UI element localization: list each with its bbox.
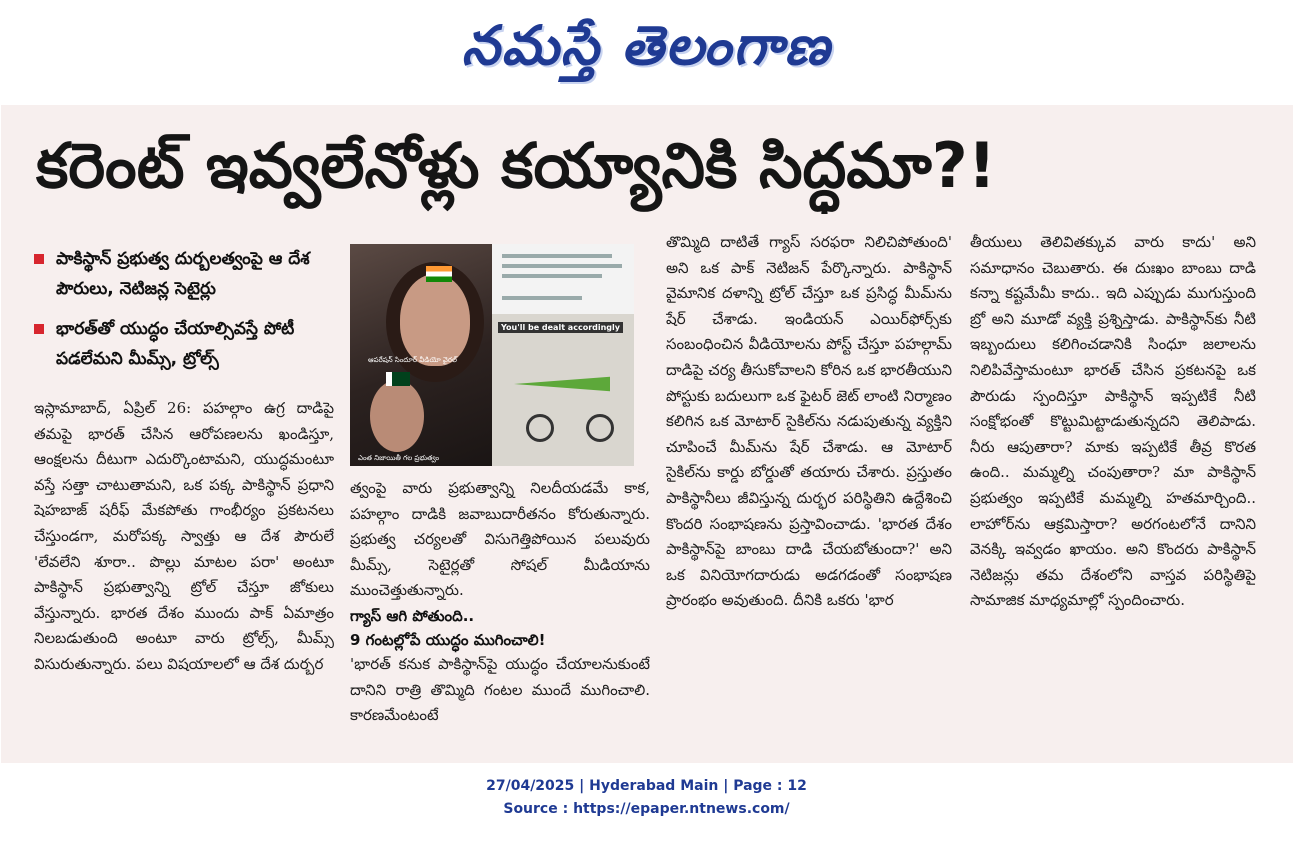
- social-post-screenshot: [492, 244, 634, 314]
- footer-source-link[interactable]: Source : https://epaper.ntnews.com/: [503, 801, 790, 817]
- masthead: [0, 0, 1293, 104]
- column-text: ఇస్లామాబాద్, ఏప్రిల్ 26: పహల్గాం ఉగ్ర దాడిపై తమపై భారత్ చేసిన ఆరోపణలను ఖండిస్తూ, ఆంక్షలను దీటుగా ఎదుర్కొంటామని, యుద్ధమంటూ వస్తే సత్తా చాటుతామని, ఒక పక్క పాకిస్థాన్ ప్రధాని షెహబాజ్ షరీఫ్ మేకపోతు గాంభీర్యం ప్రకటనలు చేస్తుండగా, మరోపక్క స్వాత్తు ఆ దేశ పౌరులే 'లేవలేని శూరా.. పొల్లు మాటల పరా' అంటూ పాకిస్థాన్ ప్రభుత్వాన్ని ట్రోల్ చేస్తూ జోకులు వేస్తున్నారు. భారత దేశం ముందు పాక్ ఏమాత్రం నిలబడుతుంది అంటూ వారు ట్రోల్స్, మీమ్స్ విసురుతున్నారు. పలు విషయాలలో ఆ దేశ దుర్బర: [34, 399, 334, 673]
- highlight-text: పాకిస్థాన్ ప్రభుత్వ దుర్బలత్వంపై ఆ దేశ పౌరులు, నెటిజన్ల సెటైర్లు: [56, 249, 310, 299]
- india-flag-icon: [426, 266, 452, 282]
- article-column-1: [34, 396, 334, 756]
- article-column-4: [970, 230, 1256, 758]
- article-column-3: [666, 230, 952, 758]
- newspaper-logo: నమస్తే తెలంగాణ: [461, 13, 832, 77]
- pakistan-flag-icon: [386, 372, 410, 386]
- meme-collage-image: [350, 244, 634, 466]
- footer-date-line: 27/04/2025 | Hyderabad Main | Page : 12: [486, 778, 807, 794]
- meme-caption-bottom: ఎంత నిజాయితీ గల ప్రభుత్వం: [358, 454, 440, 462]
- bicycle-wheel: [526, 414, 554, 442]
- column-text: 'భారత్ కనుక పాకిస్థాన్‌పై యుద్ధం చేయాలనుకుంటే దానిని రాత్రి తొమ్మిది గంటల ముందే ముగించాలి. కారణమేంటంటే: [350, 654, 650, 725]
- article-headline: కరెంట్ ఇవ్వలేనోళ్లు కయ్యానికి సిద్ధమా?!: [36, 129, 997, 202]
- red-square-bullet-icon: [34, 254, 44, 264]
- bicycle-wheel: [586, 414, 614, 442]
- woman-face: [400, 274, 470, 366]
- highlight-text: భారత్‌తో యుద్ధం చేయాల్సివస్తే పోటీ పడలేమని మీమ్స్, ట్రోల్స్: [56, 319, 295, 369]
- meme-caption-right: You'll be dealt accordingly: [498, 322, 623, 333]
- highlight-item: [34, 244, 334, 304]
- red-square-bullet-icon: [34, 324, 44, 334]
- jet-bike-photo: [492, 314, 634, 466]
- man-face: [370, 380, 424, 452]
- article-column-2: [350, 476, 650, 758]
- column-text: త్వంపై వారు ప్రభుత్వాన్ని నిలదీయడమే కాక, పహల్గాం దాడికి జవాబుదారీతనం కోరుతున్నారు. ప్రభుత్వ చర్యలతో విసుగెత్తిపోయిన పలువురు మీమ్స్, సెటైర్లతో సోషల్ మీడియాను ముంచెత్తుతున్నారు.: [350, 479, 650, 600]
- subheading: 9 గంటల్లోపే యుద్ధం ముగించాలి!: [350, 630, 546, 649]
- highlight-item: [34, 314, 334, 374]
- meme-caption-top: ఆపరేషన్ సిందూర్ వీడియో వైరల్: [368, 356, 458, 364]
- highlights-list: [34, 244, 334, 384]
- column-text: తీయులు తెలివితక్కువ వారు కాదు' అని సమాధానం చెబుతారు. ఈ దుఃఖం బాంబు దాడి కన్నా కష్టమేమీ కాదు.. ఇది ఎప్పుడు ముగుస్తుంది బ్రో అని మూడో వ్యక్తి ప్రశ్నిస్తాడు. పాకిస్థాన్‌కు నీటి ఇబ్బందులు కలిగించడానికి సింధూ జలాలను నిలిపివేస్తామంటూ భారత్ చేసిన ప్రకటనపై ఒక పౌరుడు స్పందిస్తూ పాకిస్థాన్ ఇప్పటికే నీటి సంక్షోభంతో కొట్టుమిట్టాడుతున్నదని తెలిపాడు. నీరు ఆపుతారా? మాకు ఇప్పటికే తీవ్ర కొరత ఉంది.. మమ్మల్ని చంపుతారా? మా పాకిస్థాన్ ప్రభుత్వం ఇప్పటికే మమ్మల్ని హతమార్చింది.. లాహోర్‌ను ఆక్రమిస్తారా? అరగంటలోనే దానిని వెనక్కి ఇవ్వడం ఖాయం. అని కొందరు పాకిస్థాన్ నెటిజన్లు తమ దేశంలోని వాస్తవ పరిస్థితిపై సామాజిక మాధ్యమాల్లో స్పందించారు.: [970, 233, 1256, 610]
- subheading: గ్యాస్ ఆగి పోతుంది..: [350, 606, 475, 625]
- column-text: తొమ్మిది దాటితే గ్యాస్ సరఫరా నిలిచిపోతుంది' అని ఒక పాక్ నెటిజన్ పేర్కొన్నారు. పాకిస్థాన్ వైమానిక దళాన్ని ట్రోల్ చేస్తూ ఒక ప్రసిద్ధ మీమ్‌ను షేర్ చేశాడు. ఇండియన్ ఎయిర్‌ఫోర్స్‌కు సంబంధించిన వీడియోలను పోస్ట్ చేస్తూ పహల్గామ్ దాడిపై చర్య తీసుకోవాలని కోరిన ఒక భారతీయుని పోస్టుకు బదులుగా ఒక ఫైటర్ జెట్ లాంటి నిర్మాణం కలిగిన ఒక మోటార్ సైకిల్‌ను నడుపుతున్న వ్యక్తిని చూపించే మీమ్‌ను షేర్ చేశాడు. ఆ మోటార్ సైకిల్‌ను కార్డు బోర్డుతో తయారు చేశారు. ప్రస్తుతం పాకిస్థానీలు జీవిస్తున్న దుర్భర పరిస్థితిని ఉద్దేశించి కొందరి సంభాషణను ప్రస్తావించాడు. 'భారత దేశం పాకిస్థాన్‌పై బాంబు దాడి చేయబోతుందా?' అని ఒక వినియోగదారుడు అడగడంతో సంభాషణ ప్రారంభం అవుతుంది. దీనికి ఒకరు 'భార: [666, 233, 952, 610]
